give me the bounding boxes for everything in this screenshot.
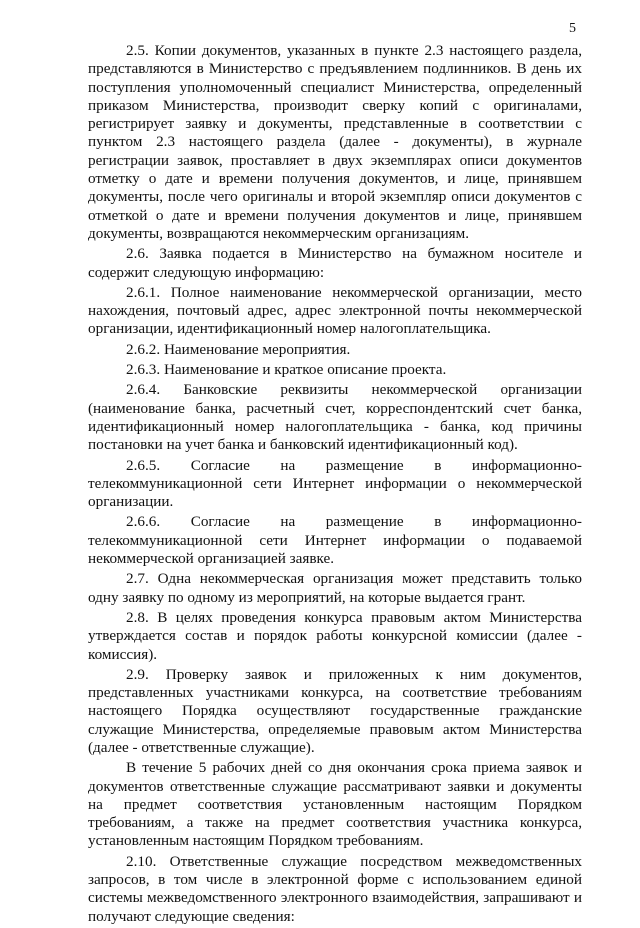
paragraph-2-6-6: 2.6.6. Согласие на размещение в информационно-телекоммуникационной сети Интернет информации о подаваемой некоммерческой организацией заявке.: [88, 513, 582, 568]
paragraph-2-6-4: 2.6.4. Банковские реквизиты некоммерческой организации (наименование банка, расчетный счет, корреспондентский счет банка, идентификационный номер налогоплательщика - банка, код причины постановки на учет банка и банковский идентификационный код).: [88, 381, 582, 454]
document-body: [88, 42, 582, 928]
paragraph-2-9-review: В течение 5 рабочих дней со дня окончания срока приема заявок и документов ответственные служащие рассматривают заявки и документы на предмет соответствия установленным настоящим Порядком требованиям, а также на предмет соответствия участника конкурса, установленным настоящим Порядком требованиям.: [88, 759, 582, 850]
paragraph-2-6: 2.6. Заявка подается в Министерство на бумажном носителе и содержит следующую информацию:: [88, 245, 582, 281]
paragraph-2-5: 2.5. Копии документов, указанных в пункте 2.3 настоящего раздела, представляются в Министерство с предъявлением подлинников. В день их поступления уполномоченный специалист Министерства, определенный приказом Министерства, производит сверку копий с оригиналами, регистрирует заявку и документы, представленные в соответствии с пунктом 2.3 настоящего раздела (далее - документы), в журнале регистрации заявок, проставляет в двух экземплярах описи документов отметку о дате и времени получения документов, и лице, принявшем документы, после чего оригиналы и второй экземпляр описи документов с отметкой о дате и времени получения документов и лице, принявшем документы, возвращаются некоммерческим организациям.: [88, 42, 582, 242]
page-number: 5: [569, 21, 576, 36]
paragraph-2-9: 2.9. Проверку заявок и приложенных к ним документов, представленных участниками конкурса, на соответствие требованиям настоящего Порядка осуществляют государственные гражданские служащие Министерства, определяемые правовым актом Министерства (далее - ответственные служащие).: [88, 665, 582, 756]
paragraph-2-6-2: 2.6.2. Наименование мероприятия.: [126, 340, 351, 358]
paragraph-2-6-1: 2.6.1. Полное наименование некоммерческой организации, место нахождения, почтовый адрес, адрес электронной почты некоммерческой организации, идентификационный номер налогоплательщика.: [88, 283, 582, 338]
paragraph-2-6-5: 2.6.5. Согласие на размещение в информационно-телекоммуникационной сети Интернет информации о некоммерческой организации.: [88, 456, 582, 511]
paragraph-2-10: 2.10. Ответственные служащие посредством межведомственных запросов, в том числе в электронной форме с использованием единой системы межведомственного электронного взаимодействия, запрашивают и получают следующие сведения:: [88, 852, 582, 925]
paragraph-2-6-3: 2.6.3. Наименование и краткое описание проекта.: [126, 361, 447, 379]
paragraph-2-8: 2.8. В целях проведения конкурса правовым актом Министерства утверждается состав и порядок работы конкурсной комиссии (далее - комиссия).: [88, 608, 582, 663]
paragraph-2-7: 2.7. Одна некоммерческая организация может представить только одну заявку по одному из мероприятий, на которые выдается грант.: [88, 570, 582, 606]
